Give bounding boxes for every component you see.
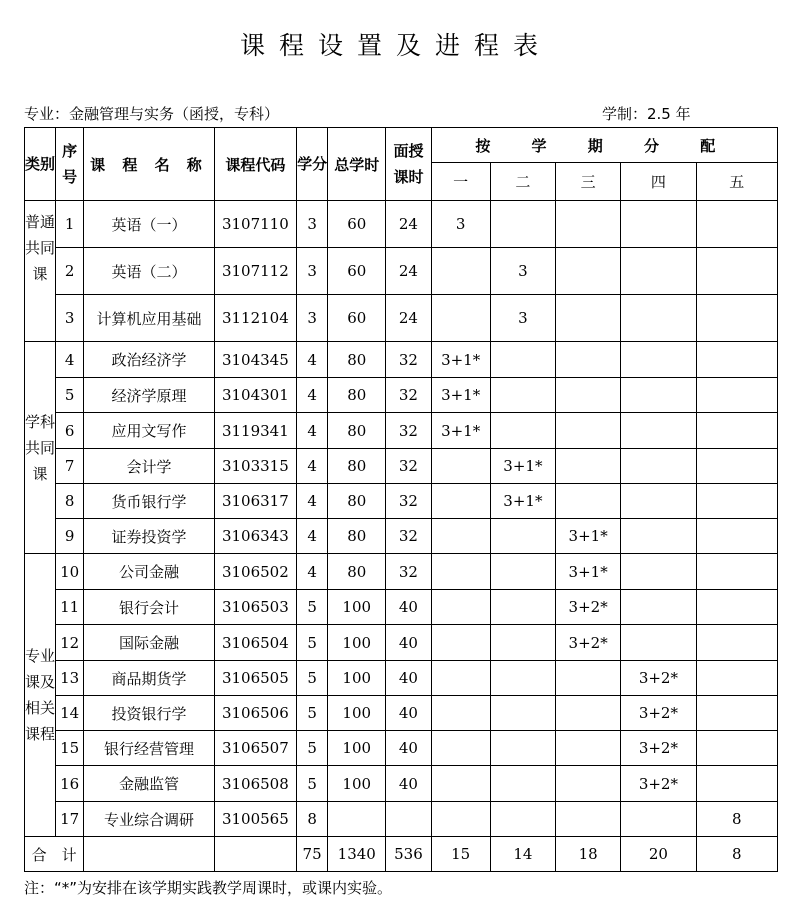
header-semester: 三	[556, 163, 621, 201]
semester-cell	[621, 625, 696, 661]
semester-cell	[696, 625, 777, 661]
semester-cell	[490, 554, 555, 590]
totals-row	[25, 837, 778, 872]
table-header	[25, 128, 778, 201]
semester-cell	[621, 519, 696, 554]
semester-cell	[490, 201, 555, 248]
total-hours-cell: 100	[328, 625, 386, 661]
semester-cell	[490, 590, 555, 625]
total-hours-cell: 60	[328, 295, 386, 342]
total-hours-cell: 100	[328, 731, 386, 766]
total-hours-cell: 80	[328, 484, 386, 519]
course-name: 应用文写作	[84, 413, 215, 449]
lecture-hours-cell: 32	[386, 519, 431, 554]
semester-cell	[431, 484, 490, 519]
credits-cell: 5	[297, 590, 328, 625]
semester-cell	[696, 342, 777, 378]
semester-cell	[621, 342, 696, 378]
semester-cell: 3	[490, 248, 555, 295]
credits-cell: 3	[297, 248, 328, 295]
credits-cell: 5	[297, 661, 328, 696]
semester-cell	[431, 625, 490, 661]
course-name: 专业综合调研	[84, 802, 215, 837]
semester-cell: 3+2*	[556, 590, 621, 625]
lecture-hours-cell: 40	[386, 590, 431, 625]
course-code: 3106503	[214, 590, 296, 625]
credits-cell: 4	[297, 484, 328, 519]
semester-cell	[490, 696, 555, 731]
lecture-hours-cell: 40	[386, 661, 431, 696]
semester-cell	[490, 519, 555, 554]
semester-cell	[696, 378, 777, 413]
course-code: 3119341	[214, 413, 296, 449]
row-number: 11	[56, 590, 84, 625]
course-table	[24, 127, 778, 872]
course-code: 3106343	[214, 519, 296, 554]
table-row	[25, 731, 778, 766]
semester-cell	[490, 731, 555, 766]
duration-label: 学制：2.5 年	[602, 105, 691, 123]
credits-cell: 5	[297, 766, 328, 802]
header-code: 课程代码	[214, 128, 296, 201]
header-total-hours: 总学时	[328, 128, 386, 201]
header-credits: 学分	[297, 128, 328, 201]
table-row	[25, 413, 778, 449]
table-row	[25, 766, 778, 802]
total-hours-cell: 100	[328, 766, 386, 802]
course-code: 3106502	[214, 554, 296, 590]
credits-cell: 4	[297, 413, 328, 449]
lecture-hours-cell: 32	[386, 413, 431, 449]
row-number: 12	[56, 625, 84, 661]
lecture-hours-cell	[386, 802, 431, 837]
semester-cell: 3+2*	[621, 696, 696, 731]
total-hours-cell	[328, 802, 386, 837]
lecture-hours-cell: 32	[386, 554, 431, 590]
course-name: 银行经营管理	[84, 731, 215, 766]
semester-cell	[431, 731, 490, 766]
row-number: 17	[56, 802, 84, 837]
table-row	[25, 484, 778, 519]
semester-cell	[621, 201, 696, 248]
semester-cell	[431, 248, 490, 295]
semester-cell	[431, 449, 490, 484]
semester-cell	[696, 449, 777, 484]
course-code: 3104345	[214, 342, 296, 378]
course-code: 3100565	[214, 802, 296, 837]
semester-cell	[556, 413, 621, 449]
semester-cell	[696, 201, 777, 248]
total-hours-cell: 100	[328, 590, 386, 625]
semester-cell	[696, 484, 777, 519]
course-name: 商品期货学	[84, 661, 215, 696]
lecture-hours-cell: 24	[386, 295, 431, 342]
semester-cell	[490, 413, 555, 449]
major-label: 专业：金融管理与实务（函授，专科）	[24, 105, 280, 123]
totals-lecture-hours: 536	[386, 837, 431, 872]
semester-cell: 3+2*	[621, 766, 696, 802]
table-body	[25, 201, 778, 872]
totals-total-hours: 1340	[328, 837, 386, 872]
credits-cell: 3	[297, 201, 328, 248]
category-cell: 普通共同课	[25, 201, 56, 342]
semester-cell	[431, 519, 490, 554]
semester-cell	[621, 449, 696, 484]
header-semester: 二	[490, 163, 555, 201]
meta-line	[24, 103, 784, 123]
row-number: 13	[56, 661, 84, 696]
course-name: 政治经济学	[84, 342, 215, 378]
totals-semester-cell: 8	[696, 837, 777, 872]
semester-cell	[696, 554, 777, 590]
course-code: 3106505	[214, 661, 296, 696]
course-name: 货币银行学	[84, 484, 215, 519]
table-row	[25, 342, 778, 378]
semester-cell	[621, 378, 696, 413]
table-row	[25, 802, 778, 837]
row-number: 1	[56, 201, 84, 248]
course-name: 英语（二）	[84, 248, 215, 295]
semester-cell	[621, 590, 696, 625]
row-number: 10	[56, 554, 84, 590]
row-number: 3	[56, 295, 84, 342]
course-name: 英语（一）	[84, 201, 215, 248]
semester-cell	[431, 696, 490, 731]
credits-cell: 4	[297, 554, 328, 590]
course-code: 3106506	[214, 696, 296, 731]
header-no: 序号	[56, 128, 84, 201]
lecture-hours-cell: 40	[386, 625, 431, 661]
totals-empty-code	[214, 837, 296, 872]
semester-cell	[490, 625, 555, 661]
total-hours-cell: 80	[328, 413, 386, 449]
semester-cell	[431, 661, 490, 696]
course-code: 3106317	[214, 484, 296, 519]
lecture-hours-cell: 40	[386, 696, 431, 731]
course-code: 3103315	[214, 449, 296, 484]
course-name: 国际金融	[84, 625, 215, 661]
semester-cell	[696, 766, 777, 802]
credits-cell: 4	[297, 519, 328, 554]
course-name: 银行会计	[84, 590, 215, 625]
header-name: 课 程 名 称	[84, 128, 215, 201]
totals-credits: 75	[297, 837, 328, 872]
row-number: 7	[56, 449, 84, 484]
semester-cell	[556, 449, 621, 484]
semester-cell: 3	[490, 295, 555, 342]
semester-cell: 3+1*	[431, 378, 490, 413]
semester-cell	[696, 295, 777, 342]
totals-semester-cell: 15	[431, 837, 490, 872]
semester-cell	[431, 802, 490, 837]
row-number: 16	[56, 766, 84, 802]
course-name: 会计学	[84, 449, 215, 484]
semester-cell	[696, 731, 777, 766]
total-hours-cell: 100	[328, 696, 386, 731]
course-name: 经济学原理	[84, 378, 215, 413]
total-hours-cell: 60	[328, 248, 386, 295]
semester-cell	[490, 342, 555, 378]
credits-cell: 4	[297, 378, 328, 413]
semester-cell	[696, 661, 777, 696]
lecture-hours-cell: 32	[386, 484, 431, 519]
semester-cell	[556, 342, 621, 378]
course-code: 3112104	[214, 295, 296, 342]
category-cell: 学科共同课	[25, 342, 56, 554]
totals-empty-name	[84, 837, 215, 872]
semester-cell	[696, 590, 777, 625]
lecture-hours-cell: 40	[386, 766, 431, 802]
header-semester: 四	[621, 163, 696, 201]
table-row	[25, 696, 778, 731]
totals-label: 合 计	[25, 837, 84, 872]
row-number: 6	[56, 413, 84, 449]
course-code: 3106507	[214, 731, 296, 766]
semester-cell	[556, 731, 621, 766]
semester-cell	[621, 554, 696, 590]
lecture-hours-cell: 40	[386, 731, 431, 766]
row-number: 15	[56, 731, 84, 766]
row-number: 9	[56, 519, 84, 554]
total-hours-cell: 100	[328, 661, 386, 696]
total-hours-cell: 60	[328, 201, 386, 248]
semester-cell: 3+2*	[556, 625, 621, 661]
table-row	[25, 378, 778, 413]
row-number: 4	[56, 342, 84, 378]
semester-cell: 3	[431, 201, 490, 248]
semester-cell: 3+1*	[556, 554, 621, 590]
table-row	[25, 661, 778, 696]
semester-cell	[621, 248, 696, 295]
course-code: 3107112	[214, 248, 296, 295]
semester-cell: 3+2*	[621, 731, 696, 766]
semester-cell	[696, 248, 777, 295]
course-name: 金融监管	[84, 766, 215, 802]
total-hours-cell: 80	[328, 519, 386, 554]
course-code: 3106508	[214, 766, 296, 802]
course-code: 3107110	[214, 201, 296, 248]
row-number: 5	[56, 378, 84, 413]
lecture-hours-cell: 32	[386, 378, 431, 413]
row-number: 8	[56, 484, 84, 519]
header-schedule: 按 学 期 分 配	[431, 128, 777, 163]
semester-cell	[696, 519, 777, 554]
totals-semester-cell: 20	[621, 837, 696, 872]
table-row	[25, 590, 778, 625]
semester-cell	[621, 802, 696, 837]
table-row	[25, 519, 778, 554]
semester-cell	[696, 696, 777, 731]
total-hours-cell: 80	[328, 449, 386, 484]
total-hours-cell: 80	[328, 342, 386, 378]
totals-semester-cell: 18	[556, 837, 621, 872]
semester-cell	[556, 378, 621, 413]
table-row	[25, 295, 778, 342]
lecture-hours-cell: 24	[386, 201, 431, 248]
lecture-hours-cell: 32	[386, 449, 431, 484]
semester-cell: 3+2*	[621, 661, 696, 696]
semester-cell	[431, 554, 490, 590]
header-lecture-hours: 面授课时	[386, 128, 431, 201]
course-name: 公司金融	[84, 554, 215, 590]
semester-cell: 3+1*	[556, 519, 621, 554]
course-name: 证券投资学	[84, 519, 215, 554]
semester-cell	[556, 295, 621, 342]
semester-cell	[490, 661, 555, 696]
header-category: 类别	[25, 128, 56, 201]
semester-cell	[431, 295, 490, 342]
row-number: 2	[56, 248, 84, 295]
semester-cell	[621, 484, 696, 519]
semester-cell: 8	[696, 802, 777, 837]
table-row	[25, 625, 778, 661]
header-semester: 五	[696, 163, 777, 201]
credits-cell: 5	[297, 625, 328, 661]
page-title: 课程设置及进程表	[239, 31, 552, 60]
semester-cell	[621, 295, 696, 342]
credits-cell: 8	[297, 802, 328, 837]
semester-cell	[556, 696, 621, 731]
semester-cell	[490, 802, 555, 837]
semester-cell	[556, 661, 621, 696]
table-row	[25, 554, 778, 590]
semester-cell	[556, 248, 621, 295]
semester-cell	[490, 766, 555, 802]
semester-cell: 3+1*	[490, 484, 555, 519]
semester-cell	[556, 802, 621, 837]
credits-cell: 3	[297, 295, 328, 342]
category-cell: 专业课及相关课程	[25, 554, 56, 837]
total-hours-cell: 80	[328, 378, 386, 413]
total-hours-cell: 80	[328, 554, 386, 590]
header-semester: 一	[431, 163, 490, 201]
semester-cell	[556, 201, 621, 248]
semester-cell	[490, 378, 555, 413]
semester-cell: 3+1*	[490, 449, 555, 484]
lecture-hours-cell: 32	[386, 342, 431, 378]
semester-cell	[556, 484, 621, 519]
credits-cell: 5	[297, 696, 328, 731]
credits-cell: 4	[297, 449, 328, 484]
semester-cell: 3+1*	[431, 342, 490, 378]
course-name: 投资银行学	[84, 696, 215, 731]
lecture-hours-cell: 24	[386, 248, 431, 295]
course-code: 3106504	[214, 625, 296, 661]
semester-cell	[431, 590, 490, 625]
semester-cell	[431, 766, 490, 802]
row-number: 14	[56, 696, 84, 731]
semester-cell	[621, 413, 696, 449]
credits-cell: 4	[297, 342, 328, 378]
table-row	[25, 201, 778, 248]
credits-cell: 5	[297, 731, 328, 766]
semester-cell: 3+1*	[431, 413, 490, 449]
semester-cell	[556, 766, 621, 802]
totals-semester-cell: 14	[490, 837, 555, 872]
course-code: 3104301	[214, 378, 296, 413]
semester-cell	[696, 413, 777, 449]
table-row	[25, 248, 778, 295]
table-row	[25, 449, 778, 484]
course-name: 计算机应用基础	[84, 295, 215, 342]
footnote: 注：“*”为安排在该学期实践教学周课时，或课内实验。	[24, 879, 393, 897]
